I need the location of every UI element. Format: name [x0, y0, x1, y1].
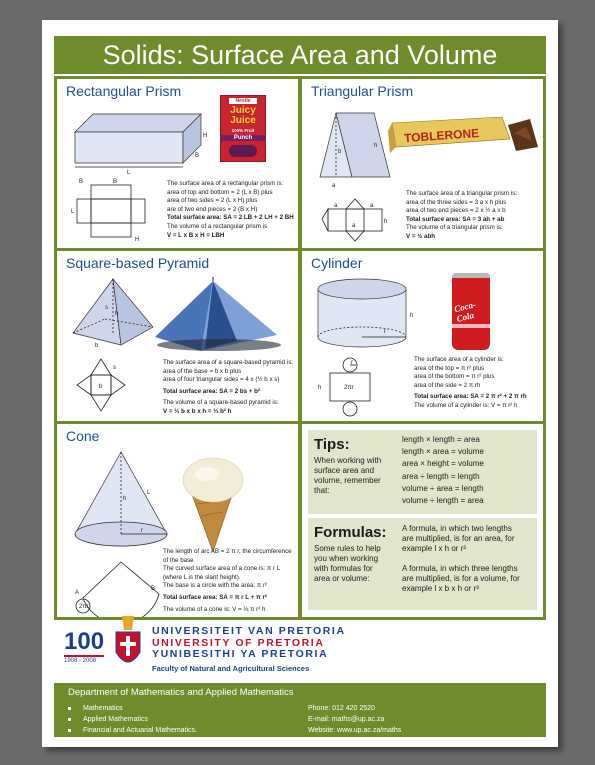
- pyramid-diagram: [69, 275, 159, 349]
- centenary-logo: 100 1908 - 2008: [64, 628, 105, 664]
- content-grid: [54, 76, 546, 620]
- svg-text:b: b: [99, 384, 103, 390]
- rectangular-prism-title: Rectangular Prism: [66, 83, 182, 99]
- pyramid-net: [77, 357, 127, 417]
- poster-title: Solids: Surface Area and Volume: [54, 36, 546, 74]
- svg-text:B: B: [79, 179, 84, 185]
- cone-title: Cone: [66, 428, 100, 444]
- formula-rule-volume: A formula, in which three lengths are multiplied, is for a volume, for example l x b x h or r³: [402, 564, 520, 593]
- rectangular-prism-net: [69, 179, 169, 248]
- cone-text: The length of arc AB = 2 π r, the circumference of the base The curved surface area of a cone is: π r L (where L is the slant height). The base is a circle with the area: π r² Total surface area: SA = π r L + π r² The volume of a cone is: V = ⅓ π r² h: [163, 548, 292, 613]
- svg-text:a: a: [334, 203, 338, 209]
- svg-text:a: a: [332, 183, 336, 189]
- triangular-prism-panel: [302, 79, 543, 248]
- university-crest-icon: [114, 610, 142, 674]
- svg-text:h: h: [374, 143, 378, 149]
- faculty-name: Faculty of Natural and Agricultural Sciences: [152, 664, 310, 673]
- department-name: Department of Mathematics and Applied Mathematics: [68, 687, 294, 698]
- svg-text:A: A: [75, 590, 80, 596]
- triangular-prism-title: Triangular Prism: [311, 83, 414, 99]
- svg-text:H: H: [135, 237, 140, 243]
- svg-text:h: h: [123, 496, 127, 502]
- length-label: L: [127, 170, 131, 176]
- footer-item: Financial and Actuarial Mathematics.: [68, 727, 197, 734]
- tent-photo: [149, 279, 283, 355]
- height-label: H: [203, 133, 208, 139]
- pyramid-title: Square-based Pyramid: [66, 255, 210, 271]
- pyramid-text: The surface area of a square-based pyramid is: area of the base = b x b plus area of four triangular sides = 4 x (½ b x s) Total surface area: SA = 2 bs + b² The volume of a square-based pyramid is: V = ⅓ b x b x h = ⅓ b² h: [163, 359, 294, 415]
- juicy-juice-box: Nestle Juicy Juice 100% Fruit Punch: [220, 95, 266, 162]
- cone-net: [71, 558, 161, 614]
- svg-text:r: r: [141, 528, 143, 534]
- svg-text:2πr: 2πr: [344, 385, 354, 391]
- footer-item: Mathematics: [68, 705, 123, 712]
- svg-text:B: B: [151, 586, 156, 592]
- footer-item: Applied Mathematics: [68, 716, 148, 723]
- cone-diagram: [71, 448, 175, 552]
- cylinder-text: The surface area of a cylinder is: area of the top = π r² plus area of the bottom = π r² plus area of the side = 2 π rh Total surface area: SA = 2 π r² + 2 π rh The volume of a cylinder is: V = π r² h: [414, 356, 527, 409]
- footer: [54, 683, 546, 737]
- poster: [42, 20, 558, 747]
- svg-text:r: r: [351, 360, 353, 366]
- formulas-text: Some rules to help you when working with formulas for area or volume:: [314, 544, 381, 583]
- tips-text: When working with surface area and volume, remember that:: [314, 456, 382, 495]
- svg-text:a: a: [352, 223, 356, 229]
- footer-email[interactable]: E-mail: maths@up.ac.za: [308, 716, 385, 723]
- breadth-label: B: [195, 153, 200, 159]
- formulas-box: [308, 518, 537, 610]
- svg-text:s: s: [113, 365, 116, 371]
- toblerone-bar: [390, 117, 540, 157]
- svg-text:h: h: [115, 311, 119, 317]
- tips-formulas-panel: [302, 424, 543, 617]
- svg-text:h: h: [384, 219, 388, 225]
- ice-cream-photo: [177, 454, 247, 554]
- svg-text:r: r: [384, 329, 386, 335]
- triangular-prism-text: The surface area of a triangular prism is: area of the three sides = 3 a x h plus area of two end pieces = 2 x ½ a x b Total surface area: SA = 3 ah + ab The volume of a triangular prism is: V = ½ abh: [406, 190, 518, 240]
- tips-rules: length × length = area length × area = volume area × height = volume area ÷ length = length volume ÷ area = length volume ÷ length = area: [402, 435, 484, 506]
- cylinder-panel: [302, 251, 543, 421]
- rectangular-prism-text: The surface area of a rectangular prism is: area of top and bottom = 2 (L x B) plus area of two sides = 2 (L x H) plus are of two end pieces = 2 (B x H) Total surface area: SA = 2 LB + 2 LH + 2 BH The volume of a rectangular prism is V = L x B x H = LBH: [167, 180, 294, 239]
- svg-text:TOBLERONE: TOBLERONE: [403, 125, 480, 146]
- cylinder-diagram: [314, 277, 414, 353]
- formulas-heading: Formulas:: [314, 524, 387, 541]
- cone-panel: [57, 424, 298, 617]
- svg-text:a: a: [370, 203, 374, 209]
- svg-text:L: L: [71, 209, 75, 215]
- svg-text:2πr: 2πr: [79, 604, 89, 610]
- svg-text:h: h: [318, 385, 322, 391]
- svg-text:b: b: [95, 343, 99, 349]
- svg-text:s: s: [105, 305, 108, 311]
- footer-phone: Phone: 012 420 2520: [308, 705, 375, 712]
- coca-cola-can: Coca-Cola: [452, 273, 490, 350]
- pyramid-panel: [57, 251, 298, 421]
- svg-text:L: L: [147, 490, 151, 496]
- footer-website[interactable]: Website: www.up.ac.za/maths: [308, 727, 402, 734]
- rectangular-prism-diagram: [69, 107, 219, 176]
- triangular-prism-net: [312, 197, 402, 247]
- svg-text:b: b: [338, 149, 342, 155]
- triangular-prism-diagram: [312, 107, 392, 191]
- tips-box: [308, 430, 537, 514]
- university-name: UNIVERSITEIT VAN PRETORIA UNIVERSITY OF PRETORIA YUNIBESITHI YA PRETORIA: [152, 625, 346, 660]
- svg-text:h: h: [410, 313, 414, 319]
- formula-rule-area: A formula, in which two lengths are multiplied, is for an area, for example l x h or r²: [402, 524, 515, 553]
- cylinder-net: [314, 357, 394, 419]
- svg-text:B: B: [113, 179, 118, 185]
- tips-heading: Tips:: [314, 436, 350, 453]
- cylinder-title: Cylinder: [311, 255, 363, 271]
- rectangular-prism-panel: [57, 79, 298, 248]
